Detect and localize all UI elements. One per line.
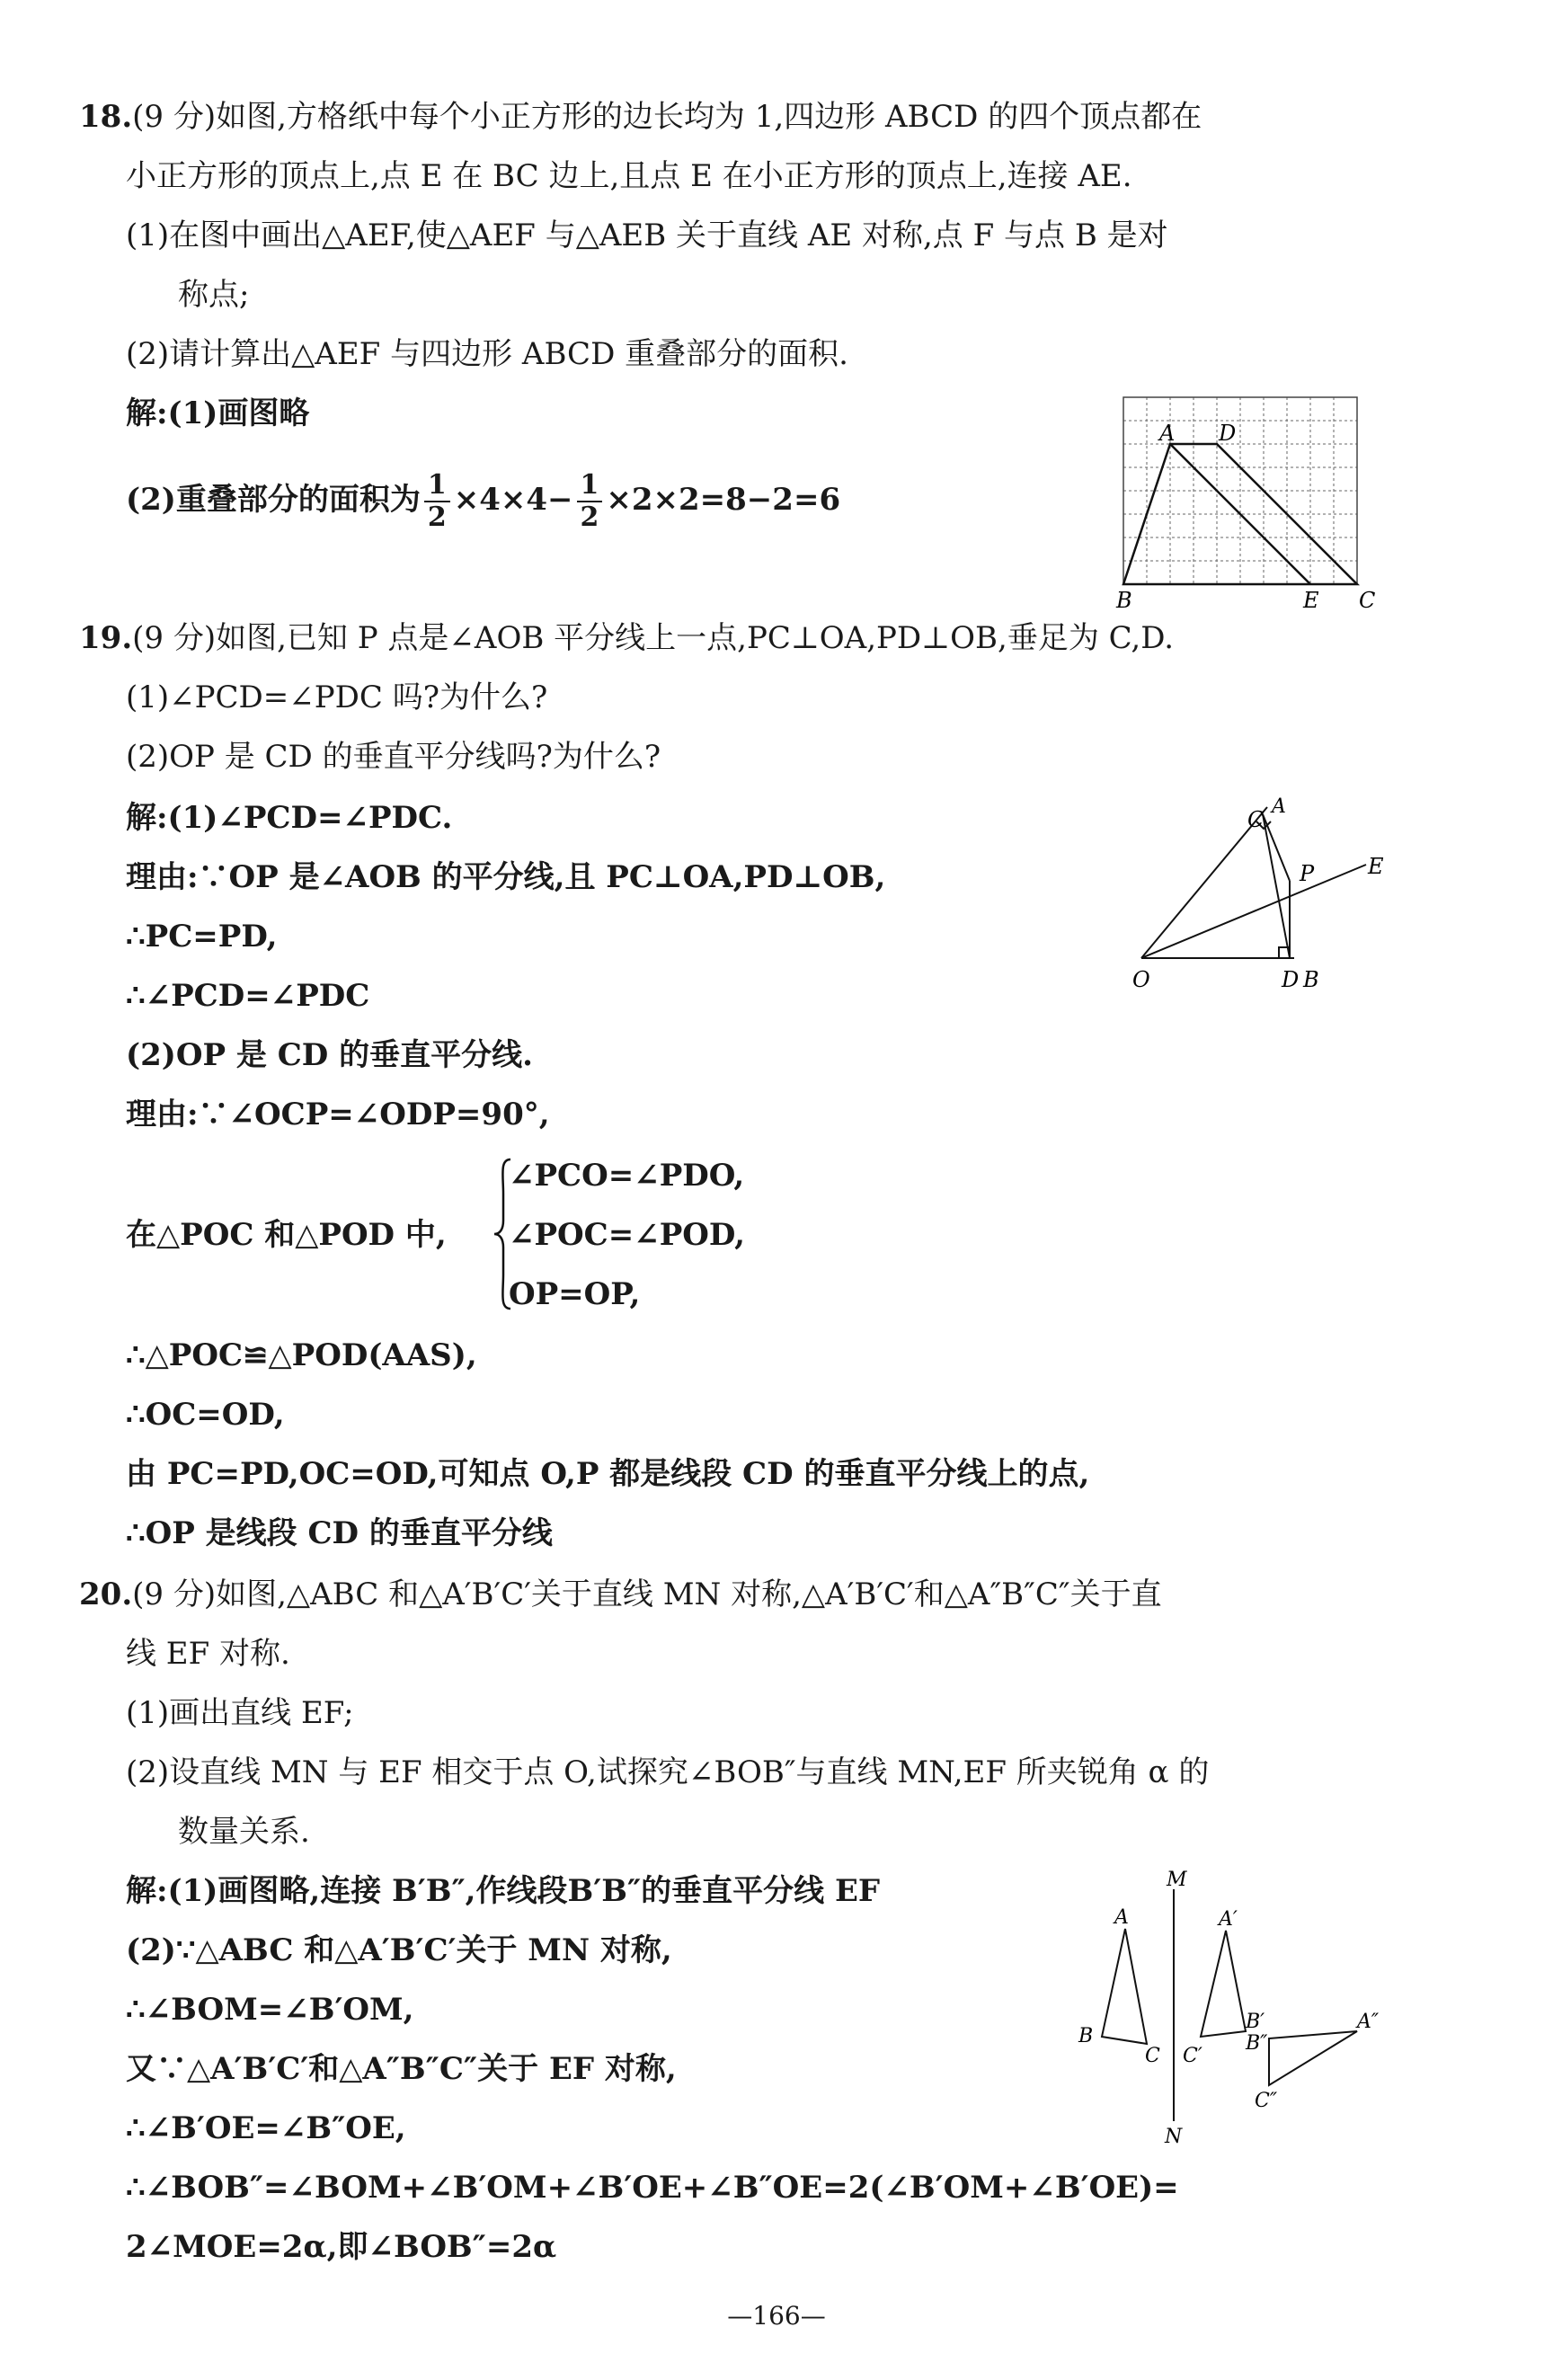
- label-D: D: [1282, 967, 1300, 992]
- label-P: P: [1300, 861, 1315, 886]
- label-B: B: [1078, 2025, 1094, 2047]
- label-A-double-prime: A″: [1357, 2011, 1380, 2033]
- label-O: O: [1132, 967, 1150, 992]
- q19-solution-5: (2)OP 是 CD 的垂直平分线.: [126, 1037, 533, 1073]
- q19-line1: 19.(9 分)如图,已知 P 点是∠AOB 平分线上一点,PC⊥OA,PD⊥OB,垂足为 C,D.: [79, 620, 1175, 656]
- label-E: E: [1303, 588, 1319, 613]
- q19-solution-11: ∴OP 是线段 CD 的垂直平分线: [126, 1515, 553, 1551]
- q19-line3: (2)OP 是 CD 的垂直平分线吗?为什么?: [126, 739, 661, 775]
- label-D: D: [1219, 421, 1237, 446]
- label-A: A: [1272, 795, 1286, 818]
- label-C-double-prime: C″: [1255, 2090, 1278, 2112]
- q19-solution-7: 在△POC 和△POD 中,: [126, 1217, 447, 1253]
- label-A-prime: A′: [1219, 1908, 1238, 1931]
- q20-line1: 20.(9 分)如图,△ABC 和△A′B′C′关于直线 MN 对称,△A′B′C′和△A″B″C″关于直: [79, 1576, 1162, 1612]
- fraction-2: $\frac{1}{2}$: [577, 470, 603, 533]
- label-A: A: [1159, 421, 1176, 446]
- brace-line-1: ∠PCO=∠PDO,: [509, 1158, 745, 1194]
- q19-solution-4: ∴∠PCD=∠PDC: [126, 978, 370, 1014]
- label-A: A: [1114, 1906, 1129, 1929]
- fraction-1: $\frac{1}{2}$: [424, 470, 450, 533]
- q20-solution-3: ∴∠BOM=∠B′OM,: [126, 1992, 414, 2028]
- q18-line1: 18.(9 分)如图,方格纸中每个小正方形的边长均为 1,四边形 ABCD 的四个顶点都在: [79, 99, 1202, 135]
- q20-line3: (1)画出直线 EF;: [126, 1695, 354, 1731]
- label-C: C: [1145, 2045, 1160, 2067]
- brace-line-3: OP=OP,: [509, 1276, 641, 1312]
- q18-grid-figure: [1114, 388, 1393, 613]
- label-B: B: [1116, 588, 1132, 613]
- q20-line5: 数量关系.: [178, 1814, 310, 1850]
- q19-solution-10: 由 PC=PD,OC=OD,可知点 O,P 都是线段 CD 的垂直平分线上的点,: [126, 1456, 1090, 1492]
- label-M: M: [1167, 1869, 1187, 1891]
- q20-solution-6: ∴∠BOB″=∠BOM+∠B′OM+∠B′OE+∠B″OE=2(∠B′OM+∠B′OE)=: [126, 2170, 1179, 2206]
- q19-solution-3: ∴PC=PD,: [126, 919, 278, 955]
- q19-line2: (1)∠PCD=∠PDC 吗?为什么?: [126, 679, 548, 715]
- q18-line4: 称点;: [178, 277, 250, 313]
- q20-solution-1: 解:(1)画图略,连接 B′B″,作线段B′B″的垂直平分线 EF: [126, 1873, 881, 1909]
- q18-solution-2: (2)重叠部分的面积为 $\frac{1}{2}$ ×4×4− $\frac{1}{2}$ ×2×2=8−2=6: [126, 469, 841, 533]
- q20-solution-4: 又∵△A′B′C′和△A″B″C″关于 EF 对称,: [126, 2051, 677, 2087]
- q19-solution-8: ∴△POC≌△POD(AAS),: [126, 1337, 477, 1373]
- q18-line3: (1)在图中画出△AEF,使△AEF 与△AEB 关于直线 AE 对称,点 F 与点 B 是对: [126, 218, 1168, 253]
- q20-solution-2: (2)∵△ABC 和△A′B′C′关于 MN 对称,: [126, 1932, 672, 1968]
- label-B-prime: B′: [1246, 2011, 1265, 2033]
- q19-solution-9: ∴OC=OD,: [126, 1397, 285, 1433]
- brace-line-2: ∠POC=∠POD,: [509, 1217, 746, 1253]
- label-C: C: [1359, 588, 1376, 613]
- q20-line2: 线 EF 对称.: [126, 1636, 290, 1672]
- q19-angle-figure: [1114, 791, 1411, 998]
- q20-solution-7: 2∠MOE=2α,即∠BOB″=2α: [126, 2229, 557, 2265]
- label-C-prime: C′: [1183, 2045, 1202, 2067]
- q19-solution-2: 理由:∵OP 是∠AOB 的平分线,且 PC⊥OA,PD⊥OB,: [126, 859, 886, 895]
- label-C: C: [1247, 807, 1265, 832]
- q19-solution-6: 理由:∵∠OCP=∠ODP=90°,: [126, 1097, 550, 1132]
- q18-line2: 小正方形的顶点上,点 E 在 BC 边上,且点 E 在小正方形的顶点上,连接 AE.: [126, 158, 1132, 194]
- q20-line4: (2)设直线 MN 与 EF 相交于点 O,试探究∠BOB″与直线 MN,EF 所夹锐角 α 的: [126, 1754, 1210, 1790]
- label-B: B: [1303, 967, 1319, 992]
- q18-solution-1: 解:(1)画图略: [126, 395, 310, 431]
- page-number: —166—: [727, 2301, 826, 2331]
- q20-symmetry-figure: [1060, 1869, 1420, 2157]
- label-E: E: [1368, 854, 1384, 879]
- q18-line5: (2)请计算出△AEF 与四边形 ABCD 重叠部分的面积.: [126, 336, 848, 372]
- q20-solution-5: ∴∠B′OE=∠B″OE,: [126, 2110, 406, 2146]
- label-N: N: [1165, 2126, 1183, 2148]
- q19-solution-1: 解:(1)∠PCD=∠PDC.: [126, 800, 453, 836]
- label-B-double-prime: B″: [1246, 2032, 1268, 2055]
